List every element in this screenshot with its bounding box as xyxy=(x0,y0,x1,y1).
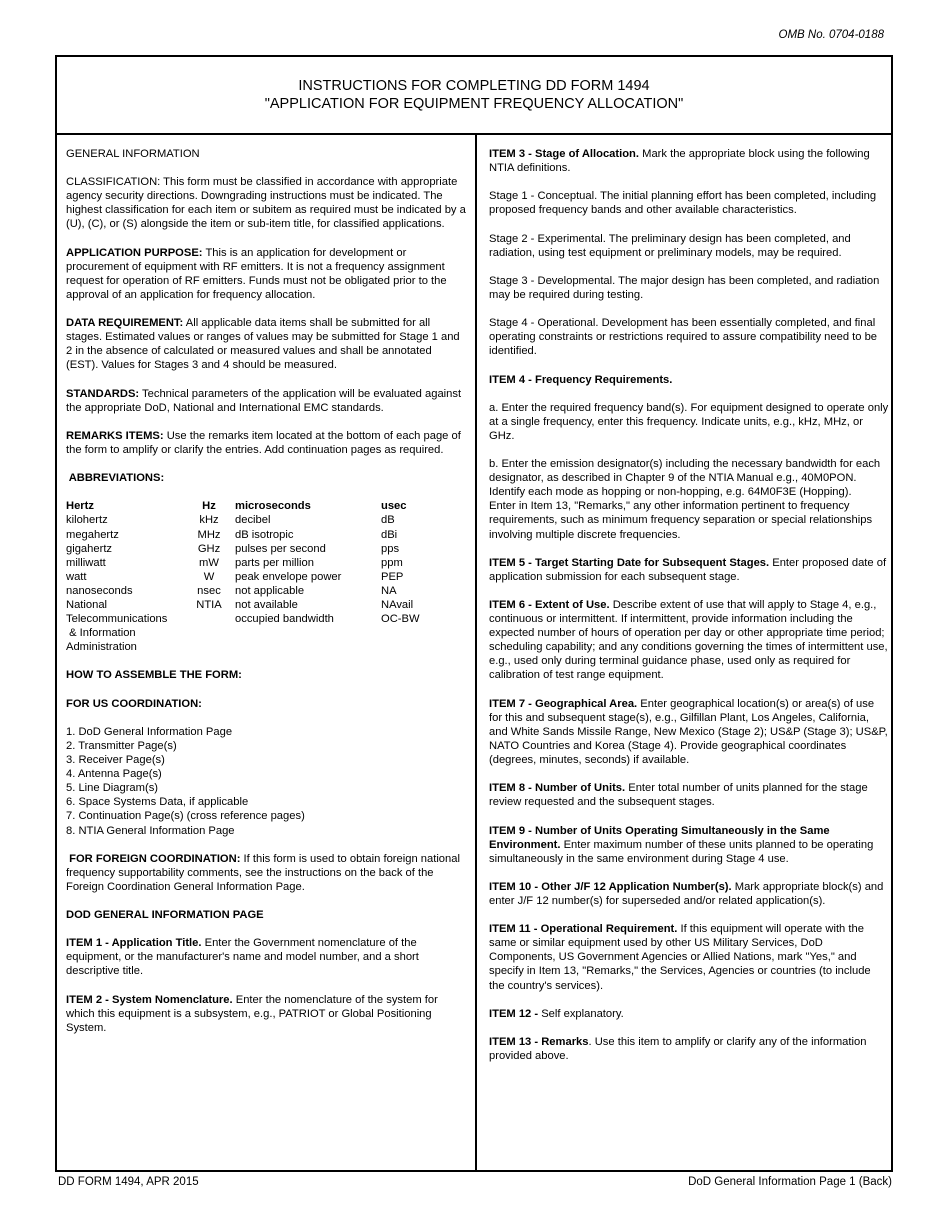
abbreviations-header-cell: Hz xyxy=(202,500,216,513)
heading: ITEM 4 - Frequency Requirements. xyxy=(489,373,673,386)
body: Enter geographical location(s) or area(s) of use for this and subsequent stage(s), e.g., Gilfillan Plant, Los Angeles, California, and White Sands Missile Range, New Mexico (Stage 2); US&P (Stage 3); US&P, NATO Countries and Korea (Stage 4). Provide geographical coordinates (degrees, minutes, seconds) if available. xyxy=(489,697,888,767)
list-item: 8. NTIA General Information Page xyxy=(66,824,235,837)
data-requirement xyxy=(66,316,466,372)
abbreviation-cell xyxy=(381,626,441,640)
heading: ITEM 9 - Number of Units Operating Simultaneously in the Same Environment. xyxy=(489,824,830,851)
abbreviation-cell: W xyxy=(203,570,215,583)
body: If this equipment will operate with the same or similar equipment used by other US Military Services, DoD Components, US Government Agencies or Allied Nations, mark "Yes," and specify in Item 13, "Remarks," the Services, Agencies or countries (to include the country's services). xyxy=(489,923,871,992)
stage-3: Stage 3 - Developmental. The major design has been completed, and radiation may be required during testing. xyxy=(489,274,880,301)
stage-1: Stage 1 - Conceptual. The initial planning effort has been completed, including proposed frequency bands and other available characteristics. xyxy=(489,190,877,217)
abbreviation-cell: decibel xyxy=(235,514,271,527)
abbreviation-cell: Administration xyxy=(66,641,137,654)
form-frame xyxy=(55,55,893,1172)
heading: FOR US COORDINATION: xyxy=(66,697,202,710)
abbreviation-cell: parts per million xyxy=(235,556,314,569)
item-1 xyxy=(66,936,466,978)
list-item: 1. DoD General Information Page xyxy=(66,725,233,738)
abbreviation-cell: not available xyxy=(235,599,298,611)
abbreviation-cell: MHz xyxy=(197,528,221,541)
abbreviation-cell xyxy=(235,626,381,640)
dod-general-info-heading xyxy=(66,908,466,922)
item-4b-text-2: Enter in Item 13, "Remarks," any other information pertinent to frequency requirements, such as minimum frequency separation or special relationships involving multiple discrete frequencies. xyxy=(489,500,873,541)
abbreviation-cell xyxy=(183,640,235,654)
heading: ITEM 1 - Application Title. xyxy=(66,937,202,950)
item-3 xyxy=(489,147,889,175)
heading: ITEM 8 - Number of Units. xyxy=(489,782,626,795)
abbreviation-cell: dBi xyxy=(381,528,398,541)
us-coordination-heading xyxy=(66,697,466,711)
abbreviation-cell: dB xyxy=(381,514,395,527)
abbreviation-cell: mW xyxy=(199,556,219,569)
heading: REMARKS ITEMS: xyxy=(66,429,164,442)
abbreviation-cell: NTIA xyxy=(196,599,222,611)
body: Enter the nomenclature of the system for which this equipment is a subsystem, e.g., PATRIOT or Global Positioning System. xyxy=(66,993,438,1034)
item-6 xyxy=(489,598,889,683)
abbreviation-cell: watt xyxy=(66,570,87,583)
left-column xyxy=(66,147,466,1049)
body: Enter total number of units planned for the stage review requested and the subsequent stages. xyxy=(489,782,868,809)
omb-number: OMB No. 0704-0188 xyxy=(778,29,884,41)
abbreviation-cell: kHz xyxy=(199,514,219,527)
heading: HOW TO ASSEMBLE THE FORM: xyxy=(66,669,242,682)
item-4a: a. Enter the required frequency band(s). For equipment designed to operate only at a single frequency, enter this frequency. Indicate units, e.g., kHz, MHz, or GHz. xyxy=(489,401,889,442)
abbreviation-cell: GHz xyxy=(197,542,221,555)
us-coordination-list xyxy=(66,725,466,838)
abbreviation-cell: NA xyxy=(381,584,397,597)
abbreviation-cell: NAvail xyxy=(381,599,414,611)
heading: DATA REQUIREMENT: xyxy=(66,317,184,330)
remarks-items xyxy=(66,429,466,457)
item-8 xyxy=(489,781,889,809)
abbreviation-cell: gigahertz xyxy=(66,542,113,555)
heading: ITEM 13 - Remarks xyxy=(489,1035,589,1048)
heading: ITEM 12 - xyxy=(489,1007,539,1020)
heading: ITEM 2 - System Nomenclature. xyxy=(66,993,233,1006)
item-4b xyxy=(489,457,889,542)
column-divider xyxy=(475,135,477,1172)
abbreviation-cell: dB isotropic xyxy=(235,528,294,541)
abbreviation-cell: National xyxy=(66,599,108,611)
page-label: DoD General Information Page 1 (Back) xyxy=(688,1176,892,1188)
list-item: 5. Line Diagram(s) xyxy=(66,782,159,795)
classification-text: CLASSIFICATION: This form must be classified in accordance with appropriate agency security directions. Downgrading instructions must be indicated. The highest classification for each item or subitem as required must be indicated by a (U), (C), or (S) alongside the item or sub-item title, for classified applications. xyxy=(66,176,466,231)
item-9 xyxy=(489,824,889,866)
stage-4: Stage 4 - Operational. Development has been essentially completed, and final operating constraints or restrictions required to assure compatibility need to be identified. xyxy=(489,317,878,358)
general-information-heading: GENERAL INFORMATION xyxy=(66,148,200,160)
abbreviation-cell xyxy=(183,626,235,640)
assemble-heading xyxy=(66,668,466,682)
right-column xyxy=(489,147,889,1077)
body: Mark appropriate block(s) and enter J/F 12 number(s) for superseded and/or related application(s). xyxy=(489,880,884,907)
header-subtitle: "APPLICATION FOR EQUIPMENT FREQUENCY ALLOCATION" xyxy=(264,96,684,112)
heading: APPLICATION PURPOSE: xyxy=(66,246,203,259)
body: This is an application for development or procurement of equipment with RF emitters. It is not a frequency assignment request for operation of RF emitters. Funds must not be obligated prior to the approval of an application for frequency allocation. xyxy=(66,246,447,301)
abbreviation-cell: pulses per second xyxy=(235,542,326,555)
item-11 xyxy=(489,922,889,992)
foreign-coordination xyxy=(66,852,466,894)
body: Describe extent of use that will apply to Stage 4, e.g., continuous or intermittent. If intermittent, provide information including the expected number of hours of operation per day or other appropriate time period; scheduling capability; and any conditions governing the times of intermittent use, e.g., used only during terminal guidance phase, used only as required for calibration of test range equipment. xyxy=(489,599,888,682)
abbreviation-cell: kilohertz xyxy=(66,514,108,527)
abbreviation-cell: OC-BW xyxy=(381,613,420,626)
heading: ITEM 10 - Other J/F 12 Application Number(s). xyxy=(489,880,732,893)
heading: STANDARDS: xyxy=(66,387,140,400)
heading: ITEM 6 - Extent of Use. xyxy=(489,599,610,611)
body: Self explanatory. xyxy=(538,1007,624,1020)
body: Mark the appropriate block using the following NTIA definitions. xyxy=(489,148,870,175)
abbreviation-cell: Telecommunications xyxy=(66,613,168,626)
list-item: 4. Antenna Page(s) xyxy=(66,768,162,781)
body: If this form is used to obtain foreign national frequency supportability comments, see the instructions on the back of the Foreign Coordination General Information Page. xyxy=(66,852,460,893)
list-item: 3. Receiver Page(s) xyxy=(66,754,165,767)
item-13 xyxy=(489,1035,889,1063)
heading: FOR FOREIGN COORDINATION: xyxy=(66,852,241,865)
abbreviation-cell: not applicable xyxy=(235,584,305,597)
application-purpose xyxy=(66,246,466,302)
item-4b-text: b. Enter the emission designator(s) including the necessary bandwidth for each designator, as described in Chapter 9 of the NTIA Manual e.g., 40M0PON. Identify each mode as hopping or non-hopping, e.g. 64M0F3E (Hopping). xyxy=(489,458,881,499)
list-item: 7. Continuation Page(s) (cross reference pages) xyxy=(66,810,305,823)
item-7 xyxy=(489,697,889,767)
abbreviation-cell: peak envelope power xyxy=(235,570,342,583)
heading: ABBREVIATIONS: xyxy=(66,472,165,485)
form-header xyxy=(57,57,891,135)
abbreviation-cell: milliwatt xyxy=(66,556,106,569)
abbreviation-cell: ppm xyxy=(381,556,403,569)
item-10 xyxy=(489,880,889,908)
abbreviation-cell: occupied bandwidth xyxy=(235,613,334,626)
form-number: DD FORM 1494, APR 2015 xyxy=(58,1176,199,1188)
body: Technical parameters of the application will be evaluated against the appropriate DoD, National and International EMC standards. xyxy=(66,387,462,414)
item-2 xyxy=(66,993,466,1035)
abbreviations-heading xyxy=(66,471,466,485)
heading: ITEM 7 - Geographical Area. xyxy=(489,697,638,710)
item-5 xyxy=(489,556,889,584)
abbreviation-cell: pps xyxy=(381,542,400,555)
standards xyxy=(66,387,466,415)
body: All applicable data items shall be submitted for all stages. Estimated values or ranges of values may be submitted for Stage 1 and 2 in the absence of calculated or measured values and shall be annotated (EST). Values for Stages 3 and 4 should be measured. xyxy=(66,317,460,372)
item-4-heading xyxy=(489,373,889,387)
heading: ITEM 3 - Stage of Allocation. xyxy=(489,148,640,160)
item-12 xyxy=(489,1007,889,1021)
abbreviations-header-cell: microseconds xyxy=(235,500,311,513)
body: Enter proposed date of application submission for each subsequent stage. xyxy=(489,556,887,583)
abbreviation-cell xyxy=(183,612,235,626)
heading: DOD GENERAL INFORMATION PAGE xyxy=(66,909,264,922)
body: Use the remarks item located at the bottom of each page of the form to amplify or clarify the entries. Add continuation pages as required. xyxy=(66,429,461,456)
heading: ITEM 11 - Operational Requirement. xyxy=(489,923,678,936)
heading: ITEM 5 - Target Starting Date for Subsequent Stages. xyxy=(489,556,770,569)
body: Enter maximum number of these units planned to be operating simultaneously in the same environment during Stage 4 use. xyxy=(489,838,874,865)
abbreviations-table xyxy=(66,499,466,654)
abbreviation-cell xyxy=(235,640,381,654)
abbreviation-cell: PEP xyxy=(381,570,404,583)
abbreviation-cell xyxy=(381,640,441,654)
abbreviation-cell: nanoseconds xyxy=(66,584,133,597)
body: Enter the Government nomenclature of the equipment, or the manufacturer's name and model number, and a short descriptive title. xyxy=(66,937,419,978)
list-item: 6. Space Systems Data, if applicable xyxy=(66,796,249,809)
header-title: INSTRUCTIONS FOR COMPLETING DD FORM 1494 xyxy=(298,78,650,94)
abbreviations-header-cell: Hertz xyxy=(66,500,94,513)
body: . Use this item to amplify or clarify any of the information provided above. xyxy=(489,1035,867,1062)
abbreviations-header-cell: usec xyxy=(381,500,407,513)
list-item: 2. Transmitter Page(s) xyxy=(66,739,177,752)
abbreviation-cell: & Information xyxy=(66,627,136,640)
abbreviation-cell: nsec xyxy=(197,584,221,597)
stage-2: Stage 2 - Experimental. The preliminary design has been completed, and radiation, using test equipment or preliminary models, may be required. xyxy=(489,232,851,259)
abbreviation-cell: megahertz xyxy=(66,528,119,541)
